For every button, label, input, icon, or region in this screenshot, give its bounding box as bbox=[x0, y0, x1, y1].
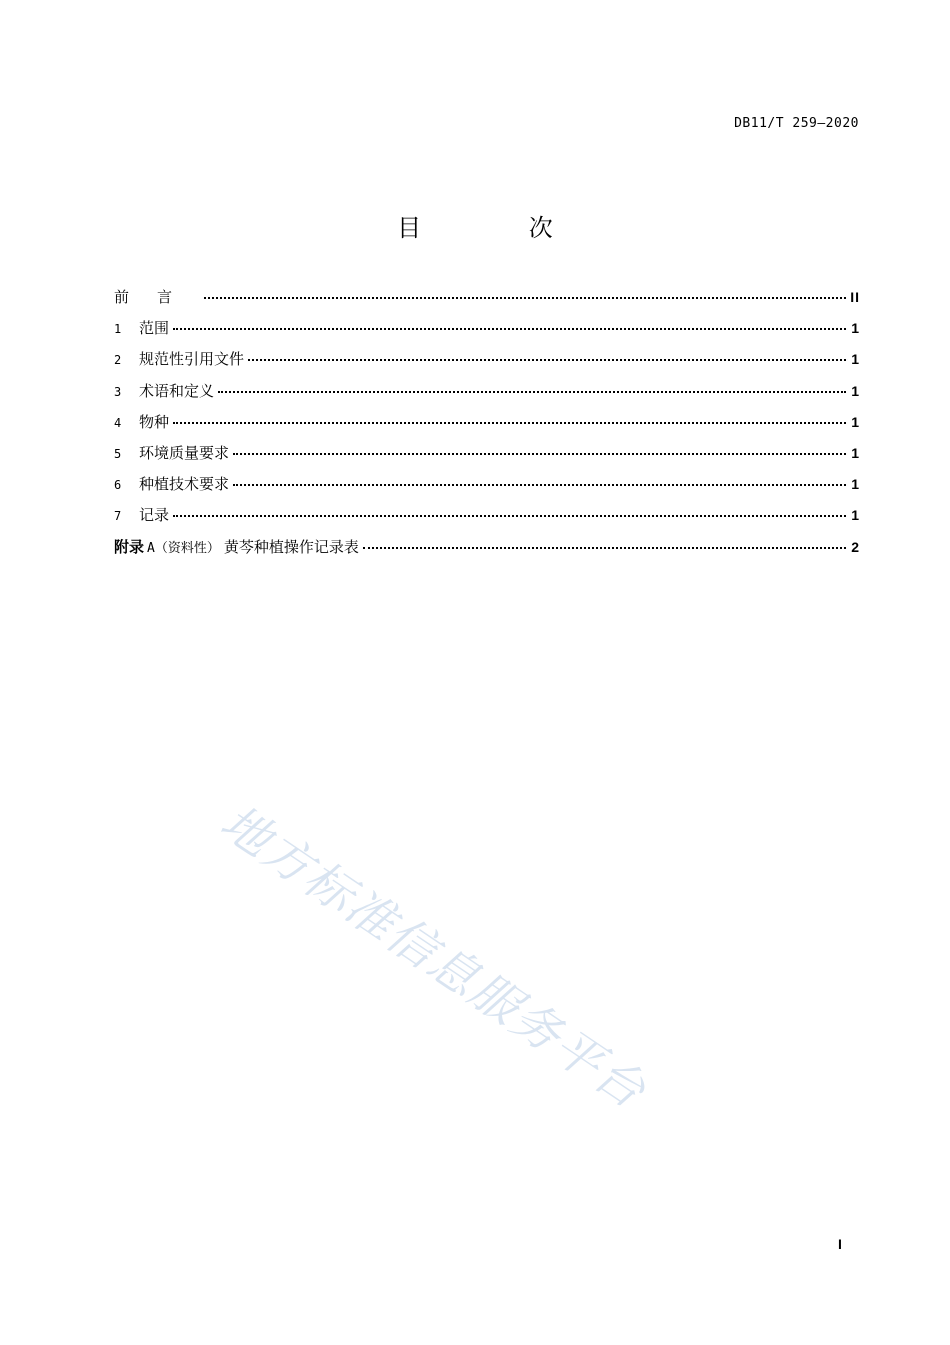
toc-entry-number: 7 bbox=[114, 509, 122, 524]
toc-title: 目 次 bbox=[397, 214, 603, 242]
toc-entry-label: 物种 bbox=[139, 412, 170, 431]
appendix-title: 黄芩种植操作记录表 bbox=[223, 537, 359, 556]
page-number: I bbox=[838, 1236, 842, 1252]
toc-leader bbox=[173, 421, 846, 424]
toc-entry-scope[interactable] bbox=[114, 318, 860, 349]
toc-entry-page: 1 bbox=[851, 476, 860, 493]
document-code: DB11/T 259—2020 bbox=[734, 116, 859, 131]
toc-leader bbox=[233, 483, 846, 486]
toc-entry-records[interactable] bbox=[114, 505, 860, 536]
toc-entry-number: 4 bbox=[114, 415, 122, 430]
toc-entry-label: 范围 bbox=[139, 319, 170, 338]
toc-entry-label: 规范性引用文件 bbox=[139, 350, 245, 369]
toc-entry-label: 术语和定义 bbox=[139, 381, 215, 400]
toc-entry-page: 1 bbox=[851, 351, 860, 368]
toc-leader bbox=[363, 546, 846, 549]
toc-leader bbox=[218, 390, 846, 393]
toc-entry-page: II bbox=[850, 289, 860, 305]
toc-entry-label: 记录 bbox=[139, 506, 170, 525]
toc-entry-number: 5 bbox=[114, 446, 122, 461]
toc-leader bbox=[233, 452, 846, 455]
toc-leader bbox=[173, 514, 846, 517]
toc-entry-label: 前言 bbox=[114, 288, 201, 306]
toc-entry-number: 6 bbox=[114, 478, 122, 493]
toc-entry-page: 1 bbox=[851, 413, 860, 430]
toc-leader bbox=[173, 327, 846, 330]
toc-leader bbox=[248, 358, 846, 361]
toc-entry-label: 环境质量要求 bbox=[139, 443, 230, 462]
toc-entry-page: 1 bbox=[851, 382, 860, 399]
toc-entry-appendix-a[interactable] bbox=[114, 537, 860, 568]
toc-entry-normative-references[interactable] bbox=[114, 349, 860, 380]
toc-entry-number: 3 bbox=[114, 384, 122, 399]
appendix-prefix: 附录 bbox=[114, 537, 145, 556]
toc-entry-number: 1 bbox=[114, 322, 122, 337]
toc-leader bbox=[204, 296, 846, 299]
toc-entry-environment[interactable] bbox=[114, 443, 860, 474]
toc-entry-terms[interactable] bbox=[114, 381, 860, 412]
toc-entry-preface[interactable] bbox=[114, 287, 860, 318]
toc-entry-species[interactable] bbox=[114, 412, 860, 443]
toc-entry-label: 种植技术要求 bbox=[139, 475, 230, 494]
toc-entry-page: 1 bbox=[851, 444, 860, 461]
toc-entry-page: 1 bbox=[851, 320, 860, 337]
toc-entry-page: 1 bbox=[851, 507, 860, 524]
toc-entry-number: 2 bbox=[114, 353, 122, 368]
watermark-text: 地方标准信息服务平台 bbox=[210, 794, 657, 1121]
appendix-type: A（资料性） bbox=[147, 540, 220, 556]
toc-entry-page: 2 bbox=[851, 538, 860, 555]
toc-entry-planting[interactable] bbox=[114, 474, 860, 505]
table-of-contents bbox=[114, 287, 860, 568]
